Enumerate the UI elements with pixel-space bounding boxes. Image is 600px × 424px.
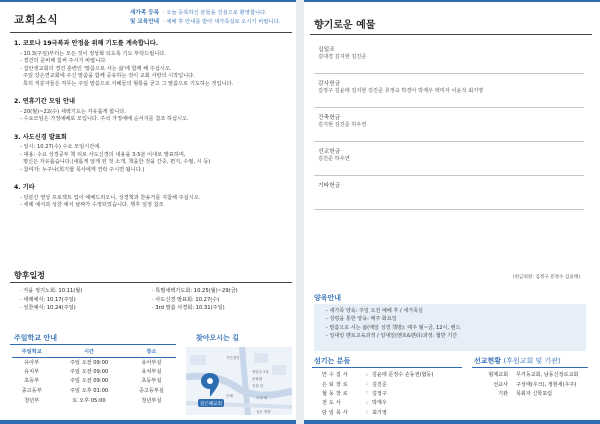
news-line: - 집안생교회의 경건 훈련인 '말씀으로 사는 삶'에 함께 해 주십시오.	[20, 65, 172, 72]
offering-names: 김정구 김윤태 김지현 김진준 류정숙 박경아 박재우 백미자 이윤석 최기영	[318, 88, 484, 94]
servant-role: 안수집사	[322, 372, 350, 379]
news-heading: 1. 코로나 19극복과 안정을 위해 기도를 계속합니다.	[14, 40, 159, 47]
news-heading: 3. 사도신경 발표회	[14, 133, 67, 141]
news-line: - 일시: 10.27(수) 수요 모임시간에.	[20, 144, 101, 150]
servant-names: 박재우	[372, 400, 387, 407]
offering-row	[314, 74, 584, 108]
table-header: 시간	[51, 347, 126, 357]
offering-label: 십일조	[318, 47, 335, 53]
mission-row	[476, 370, 586, 379]
servant-names: 김진준	[372, 381, 387, 388]
servants-table	[322, 370, 462, 417]
news-heading: 4. 기타	[14, 184, 35, 191]
servant-names: 최기영	[372, 409, 387, 416]
table-row	[12, 395, 176, 405]
table-cell: 주일 오후 01:00	[69, 388, 109, 395]
offering-row	[314, 108, 584, 142]
missions-divider	[472, 367, 588, 368]
schedule-item: · 3rd 말씀 사경회: 10.31(주일)	[152, 305, 225, 312]
offering-row	[314, 40, 584, 74]
table-row	[12, 357, 176, 367]
news-section	[14, 134, 290, 175]
table-cell: 유치부	[24, 368, 40, 375]
offering-list	[314, 40, 584, 210]
news-heading: 2. 연휴기간 모임 안내	[14, 98, 75, 105]
nurture-box	[314, 304, 586, 351]
sunday-school-divider	[10, 344, 176, 345]
bottom-accent-line	[0, 420, 296, 424]
schedule-list	[20, 287, 290, 313]
map-label: 길은 방향	[256, 410, 271, 414]
map-label: 기은빌딩	[226, 356, 240, 360]
page-gutter	[296, 0, 304, 424]
news-line: - 수요모임은 가정예배로 모입니다. 주석 가정예배 순서지를 참조 하십시오.	[20, 116, 189, 122]
table-cell: 토 오후 05:00	[72, 397, 106, 404]
servant-row	[322, 398, 462, 407]
table-cell: 중고등부실	[138, 388, 164, 395]
schedule-divider	[10, 282, 292, 283]
news-section	[14, 40, 290, 88]
table-header: 주일학교	[12, 347, 51, 357]
directions-map	[186, 347, 292, 415]
table-cell: 주일 오전 09:00	[69, 378, 109, 385]
left-page	[0, 0, 296, 424]
top-accent-line	[304, 0, 600, 2]
servant-role: 은퇴장로	[322, 381, 350, 388]
sunday-school-table	[12, 347, 176, 405]
servant-role: 담임목사	[322, 409, 350, 416]
map-illustration	[186, 347, 292, 415]
news-line: - 세례 예식과 성찬 예식 날짜가 수정되었습니다. 행후 일정 참조	[20, 202, 164, 208]
nurture-line: - 일대일 멘토교육과정 / 일대일(멘토&멘티)과정: 협반 기간	[326, 333, 458, 340]
servants-title: 섬기는 분들	[314, 357, 351, 365]
directions-title: 찾아오시는 길	[196, 334, 240, 342]
news-section	[14, 98, 290, 124]
mission-type: 형제교회	[488, 372, 508, 379]
servant-role: 전도사	[322, 400, 343, 407]
nurture-line: - 성령을 통한 양육: 매주 화요일	[326, 316, 397, 323]
mission-names: 무거동교회, 남동신정로교회	[516, 372, 579, 379]
mission-row	[476, 379, 586, 388]
new-member-note: · 오늘 등록하신 분들을 진심으로 환영합니다. · 예배 후 안내를 받아 새가족실로 오시기 바랍니다.	[163, 10, 281, 25]
mission-row	[476, 389, 586, 398]
mission-names: 구성태(우크), 정현세(우주)	[516, 381, 577, 388]
map-building	[272, 365, 286, 375]
news-line: - 20(월)~22(수) 새벽기도는 자유롭게 합니다.	[20, 108, 126, 115]
missions-title: 선교현황 (후원교회 및 기관)	[474, 357, 561, 365]
schedule-item: · 세례예식: 10.17(주일)	[20, 296, 76, 303]
nurture-title: 양육안내	[314, 294, 342, 302]
table-cell: 초등부실	[141, 378, 162, 385]
table-cell: 초등부	[24, 378, 40, 385]
news-line: - 대용: 수요 성경공부 책 뒤로 사도신경의 내용을 3-5분 이내로 발표하며,	[20, 151, 186, 158]
servant-separator: :	[366, 399, 368, 406]
new-member-tag: 새가족 등록 및 교육안내	[130, 10, 159, 25]
news-line: - 10.3(주일)부터는 모든 것이 정상화 되도록 기도 부탁드립니다.	[20, 50, 166, 57]
servant-separator: :	[366, 390, 368, 397]
top-accent-line	[0, 0, 296, 2]
servant-row	[322, 408, 462, 417]
servant-row	[322, 370, 462, 379]
news-line: - 당분간 영상 프로젝트 업이 예배드리오니, 성경책과 찬송가를 지참해 주십시오.	[20, 194, 201, 201]
church-map-label: 길은혜교회	[199, 402, 223, 407]
mission-type: 기관	[498, 390, 508, 397]
schedule-item: · 가을 정기노회: 10.11(월)	[20, 288, 83, 294]
right-page	[304, 0, 600, 424]
offering-row	[314, 142, 584, 176]
servant-names: 김윤태 문정수 손동권(협동)	[372, 372, 434, 379]
offering-divider	[310, 34, 592, 35]
offering-label: 건축헌금	[318, 115, 341, 121]
map-label: 은혜	[226, 394, 233, 398]
offering-row-divider	[314, 209, 584, 210]
map-building	[190, 355, 206, 365]
news-line: 주일 강은연교회에 주신 말씀을 함께 공유하는 것이 교회 사랑의 시작입니다.	[23, 73, 195, 79]
mission-names: 목회자 신학포럼	[516, 390, 553, 397]
offering-names: 김진준 하우연	[318, 156, 350, 162]
offering-label: 기타헌금	[318, 183, 341, 189]
table-row	[12, 376, 176, 386]
servant-names: 김정구	[372, 390, 387, 397]
table-row	[12, 386, 176, 396]
offering-label: 선교헌금	[318, 149, 341, 155]
offering-committee: (헌금위원: 김정구 문정수 김윤태)	[512, 275, 580, 280]
nurture-line: - 말씀으로 사는 삶(매일 성경 책방): 매주 월~금, 12시, 밴드	[326, 324, 461, 331]
map-label: 공원 앞	[252, 384, 264, 388]
offering-title: 향기로운 예물	[314, 20, 376, 31]
map-label: 문화원	[252, 377, 263, 381]
servant-separator: :	[366, 381, 368, 388]
servant-row	[322, 379, 462, 388]
servant-separator: :	[366, 409, 368, 416]
table-cell: 중고등부	[21, 388, 42, 395]
header-divider	[10, 32, 292, 33]
servants-divider	[312, 367, 462, 368]
news-section	[14, 184, 290, 210]
map-label: 오리 버	[256, 396, 268, 400]
news-line: 평신은 자유롭습니다.(새롭게 알게 된 것 소개, 책을한 것을 간증, 편지, 수필, 시 등)	[23, 159, 211, 165]
missions-table	[476, 370, 586, 398]
schedule-item: · 성찬예식: 10.24(주일)	[20, 305, 76, 312]
table-cell: 주일 오전 09:00	[69, 359, 109, 366]
table-header: 장소	[127, 347, 176, 357]
table-cell: 주일 오전 09:00	[69, 368, 109, 375]
servant-row	[322, 389, 462, 398]
news-line: - 참여자: 누구나(희기협 목사에게 연락 주시면 됩니다.)	[20, 166, 145, 173]
news-line: 특히 직분자들은 직무는 주일 말씀으로 지혜들의 형통을 굳고 그 말씀으로 기도하는 것입니다.	[23, 80, 234, 87]
offering-row	[314, 176, 584, 210]
news-line: - 결건히 준비해 힘써 주시기 바랍니다.	[20, 58, 107, 64]
map-building	[254, 353, 268, 363]
page-title: 교회소식	[14, 14, 59, 26]
sunday-school-title: 주일학교 안내	[14, 334, 58, 342]
bottom-accent-line	[304, 420, 600, 424]
offering-names: 김지현 김진준 하우연	[318, 122, 367, 128]
servant-separator: :	[366, 371, 368, 378]
servant-role: 협동장로	[322, 390, 350, 397]
offering-label: 감사헌금	[318, 81, 341, 87]
table-row	[12, 367, 176, 377]
table-cell: 유치부실	[141, 368, 162, 375]
table-cell: 유아부	[24, 359, 40, 366]
mission-type: 선교사	[493, 381, 508, 388]
schedule-item: · 사도신경 발표회: 10.27(수)	[152, 296, 220, 303]
schedule-item: · 특별새벽기도회: 10.25(월)~29(금)	[152, 288, 238, 294]
church-news	[14, 40, 290, 220]
table-cell: 청년부	[24, 397, 40, 404]
table-cell: 유아부실	[141, 359, 162, 366]
schedule-title: 향후일정	[14, 271, 45, 280]
offering-names: 김대경 김지현 김진준	[318, 54, 367, 60]
map-label: 중앙로 2층	[252, 370, 269, 374]
nurture-line: - 새가족 양육: 주일 오전 예배 후 / 새가족실	[326, 308, 423, 314]
table-cell: 청년부실	[141, 397, 162, 404]
